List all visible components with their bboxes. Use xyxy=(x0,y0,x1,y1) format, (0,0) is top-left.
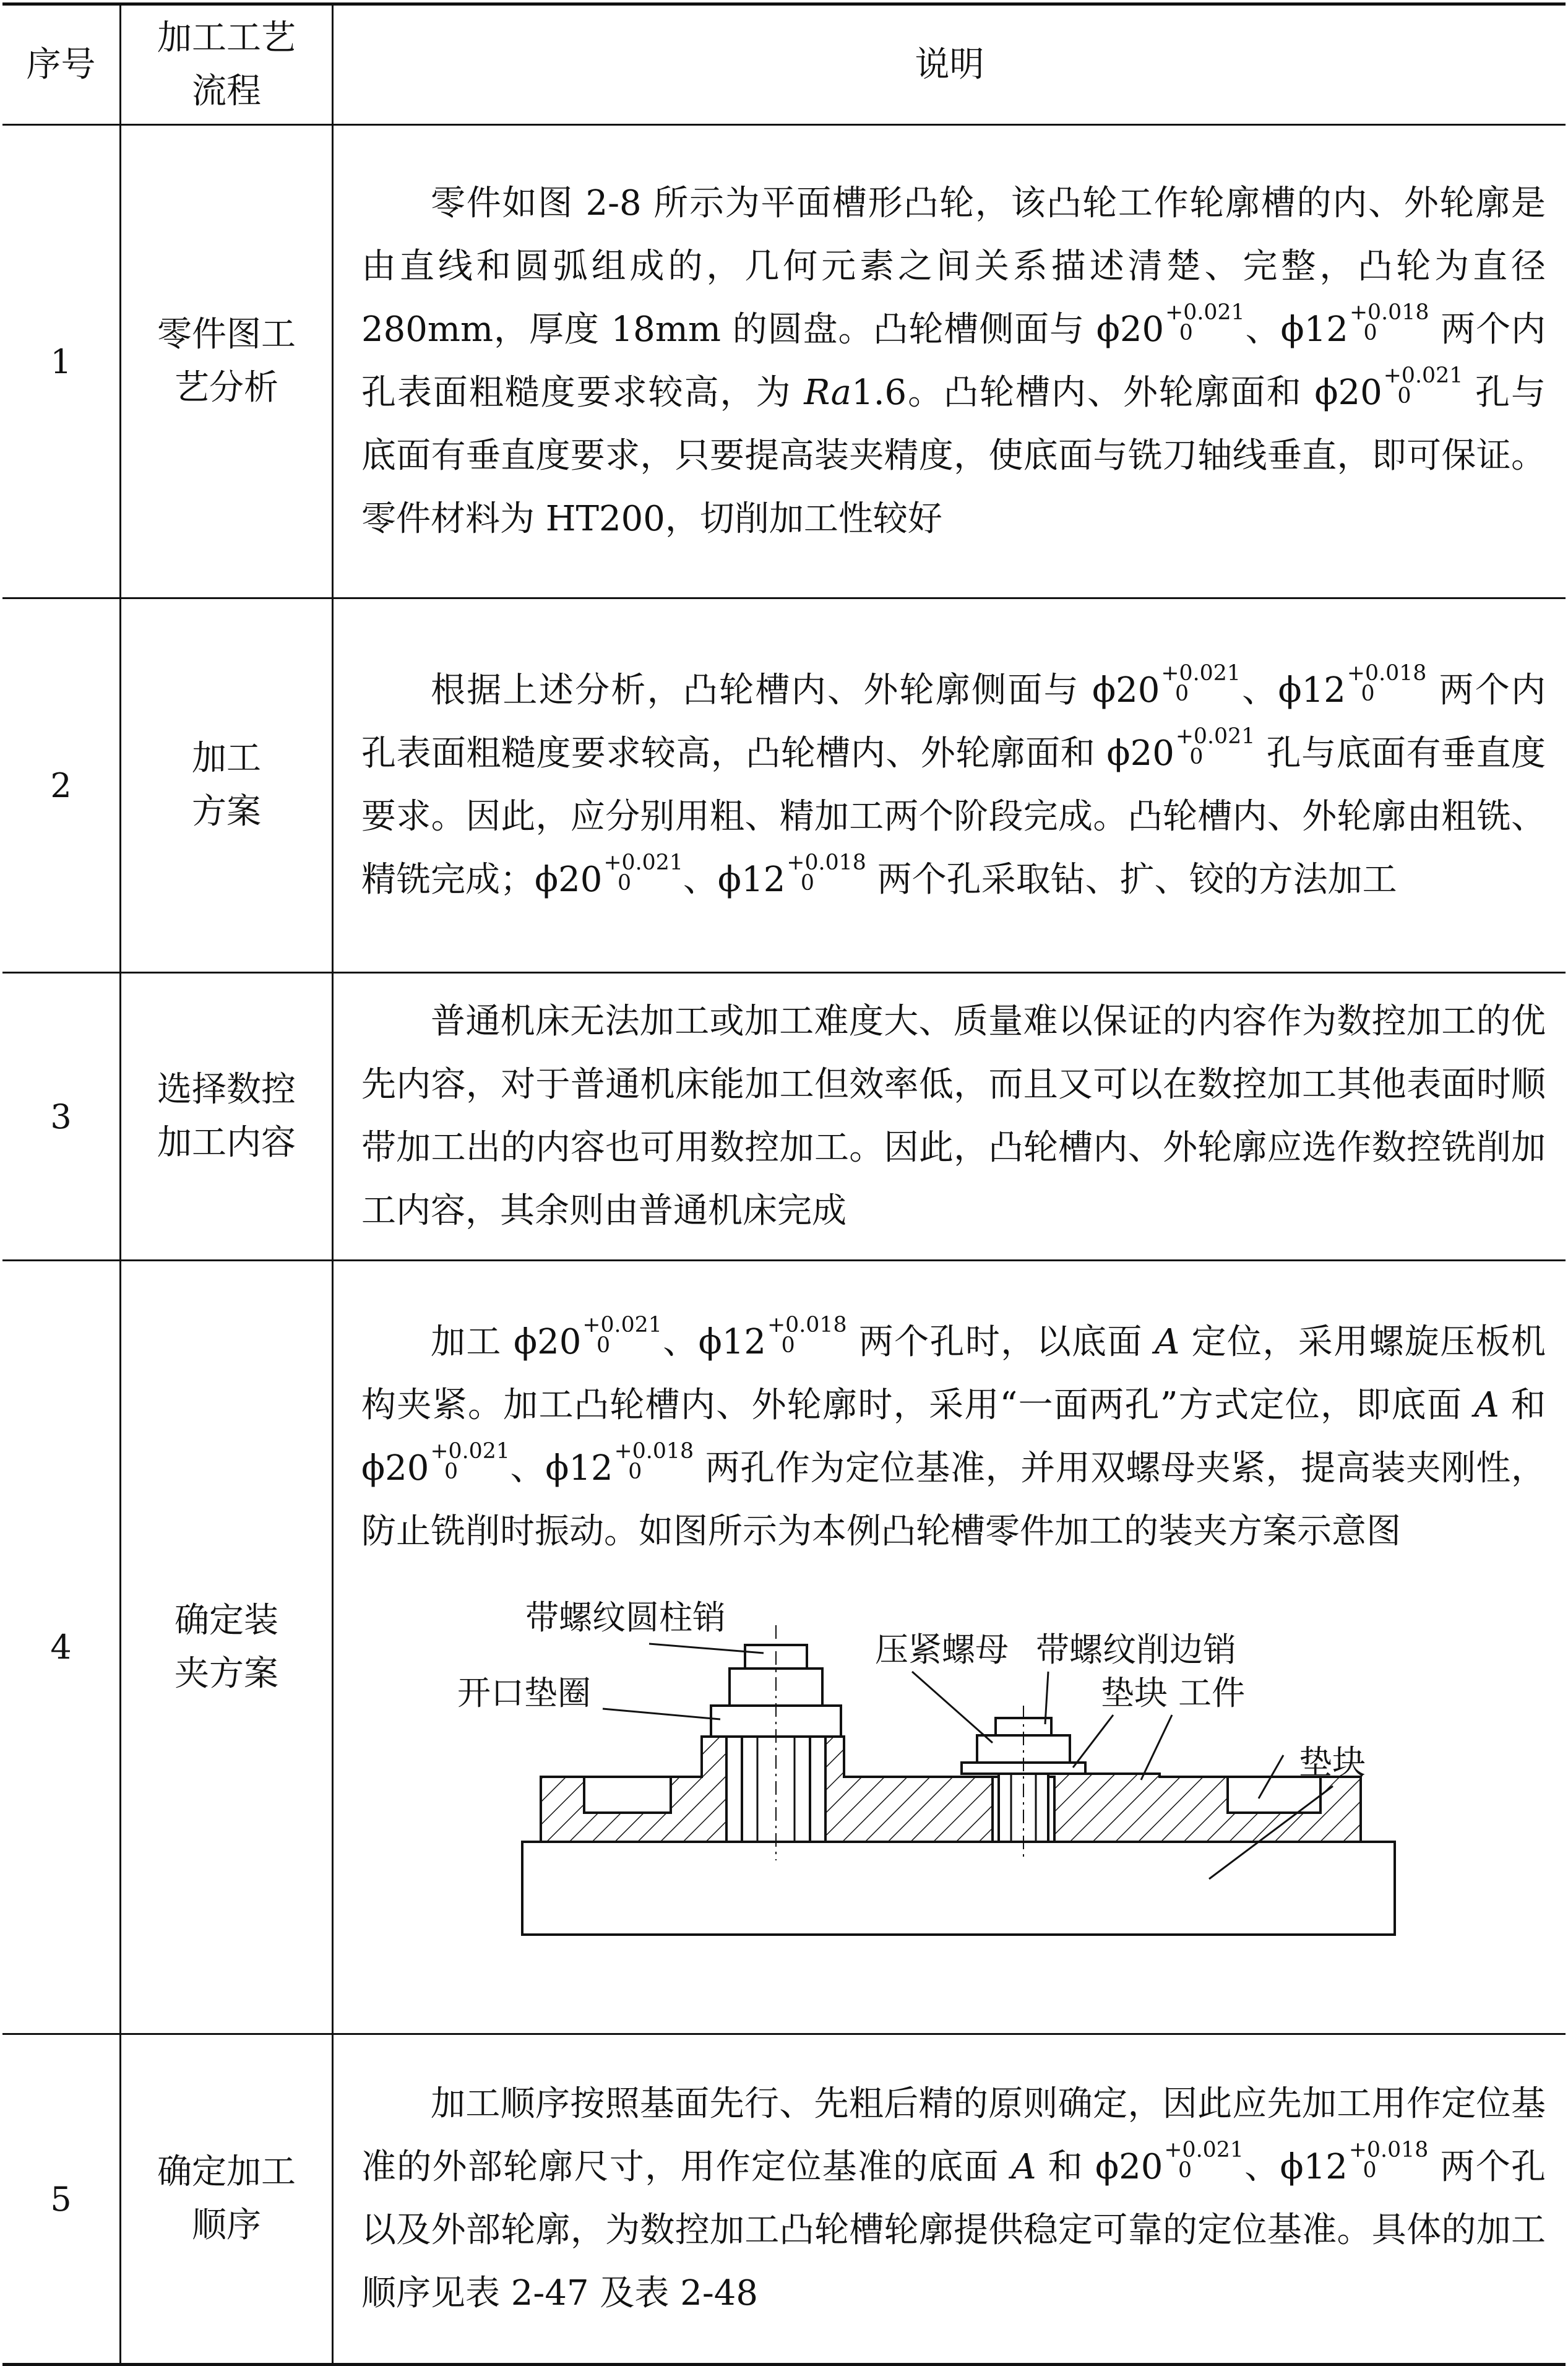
row-number: 2 xyxy=(2,598,121,973)
workpiece xyxy=(541,1737,1361,1842)
fixture-diagram xyxy=(436,1588,1366,1972)
tolerance: +0.021 0 xyxy=(1383,363,1463,409)
tolerance: +0.021 0 xyxy=(582,1312,662,1358)
header-step: 加工工艺 流程 xyxy=(121,4,333,125)
process-table xyxy=(2,2,1566,2366)
tolerance: +0.021 0 xyxy=(1164,2138,1244,2183)
row-step: 确定装 夹方案 xyxy=(121,1261,333,2034)
row-step: 加工 方案 xyxy=(121,598,333,973)
table-row xyxy=(2,598,1566,973)
base-plate xyxy=(522,1842,1395,1935)
table-row xyxy=(2,1261,1566,2034)
row-number: 1 xyxy=(2,125,121,598)
row-number: 4 xyxy=(2,1261,121,2034)
label-clamp-nut: 压紧螺母 xyxy=(875,1630,1009,1669)
tolerance: +0.018 0 xyxy=(767,1312,847,1358)
tolerance: +0.018 0 xyxy=(1348,2138,1429,2183)
row-step: 确定加工 顺序 xyxy=(121,2034,333,2365)
row-step: 零件图工 艺分析 xyxy=(121,125,333,598)
row-description: 加工 ϕ20 +0.021 0 、ϕ12 +0.018 0 两个孔时，以底面 A 定位，采用螺旋压板机构夹紧。加工凸轮槽内、外轮廓时，采用“一面两孔”方式定位，即底面 A 和 ϕ20 +0.021 0 、ϕ12 +0.018 0 两孔作为定位基准，并用双螺母夹紧，提高装夹刚性，防止铣削时振动。如图所示为本例凸轮槽零件加工的装夹方案示意图 带螺纹圆柱销 压紧螺母 带螺纹削边销 开口垫圈 垫块 工件 垫块 xyxy=(333,1261,1566,2034)
tolerance: +0.018 0 xyxy=(786,850,866,896)
row-description: 根据上述分析，凸轮槽内、外轮廓侧面与 ϕ20 +0.021 0 、ϕ12 +0.018 0 两个内孔表面粗糙度要求较高，凸轮槽内、外轮廓面和 ϕ20 +0.021 0 孔与底面有垂直度要求。因此，应分别用粗、精加工两个阶段完成。凸轮槽内、外轮廓由粗铣、精铣完成；ϕ20 +0.021 0 、ϕ12 +0.018 0 两个孔采取钻、扩、铰的方法加工 xyxy=(333,598,1566,973)
label-block-workpiece: 垫块 工件 xyxy=(1101,1673,1246,1712)
row-number: 5 xyxy=(2,2034,121,2365)
row-step: 选择数控 加工内容 xyxy=(121,973,333,1261)
header-row xyxy=(2,4,1566,125)
row-description: 零件如图 2-8 所示为平面槽形凸轮，该凸轮工作轮廓槽的内、外轮廓是由直线和圆弧组成的，几何元素之间关系描述清楚、完整，凸轮为直径 280mm，厚度 18mm 的圆盘。凸轮槽侧面与 ϕ20 +0.021 0 、ϕ12 +0.018 0 两个内孔表面粗糙度要求较高，为 Ra1.6。凸轮槽内、外轮廓面和 ϕ20 +0.021 0 孔与底面有垂直度要求，只要提高装夹精度，使底面与铣刀轴线垂直，即可保证。零件材料为 HT200，切削加工性较好 xyxy=(333,125,1566,598)
tolerance: +0.018 0 xyxy=(1346,661,1427,707)
tolerance: +0.021 0 xyxy=(1161,661,1241,707)
table-row xyxy=(2,973,1566,1261)
row-number: 3 xyxy=(2,973,121,1261)
table-row xyxy=(2,125,1566,598)
header-desc: 说明 xyxy=(333,4,1566,125)
table-row xyxy=(2,2034,1566,2365)
header-no: 序号 xyxy=(2,4,121,125)
tolerance: +0.021 0 xyxy=(1165,300,1245,346)
tolerance: +0.018 0 xyxy=(1349,300,1429,346)
label-block: 垫块 xyxy=(1299,1742,1366,1782)
label-threaded-cylindrical-pin: 带螺纹圆柱销 xyxy=(525,1597,726,1637)
row-description: 加工顺序按照基面先行、先粗后精的原则确定，因此应先加工用作定位基准的外部轮廓尺寸，用作定位基准的底面 A 和 ϕ20 +0.021 0 、ϕ12 +0.018 0 两个孔以及外部轮廓，为数控加工凸轮槽轮廓提供稳定可靠的定位基准。具体的加工顺序见表 2-47 及表 2-48 xyxy=(333,2034,1566,2365)
tolerance: +0.021 0 xyxy=(430,1438,510,1484)
tolerance: +0.021 0 xyxy=(1175,724,1256,770)
label-split-washer: 开口垫圈 xyxy=(457,1673,591,1712)
label-threaded-diamond-pin: 带螺纹削边销 xyxy=(1036,1630,1236,1669)
row-description: 普通机床无法加工或加工难度大、质量难以保证的内容作为数控加工的优先内容，对于普通机床能加工但效率低，而且又可以在数控加工其他表面时顺带加工出的内容也可用数控加工。因此，凸轮槽内、外轮廓应选作数控铣削加工内容，其余则由普通机床完成 xyxy=(333,973,1566,1261)
tolerance: +0.018 0 xyxy=(614,1438,694,1484)
tolerance: +0.021 0 xyxy=(603,850,683,896)
